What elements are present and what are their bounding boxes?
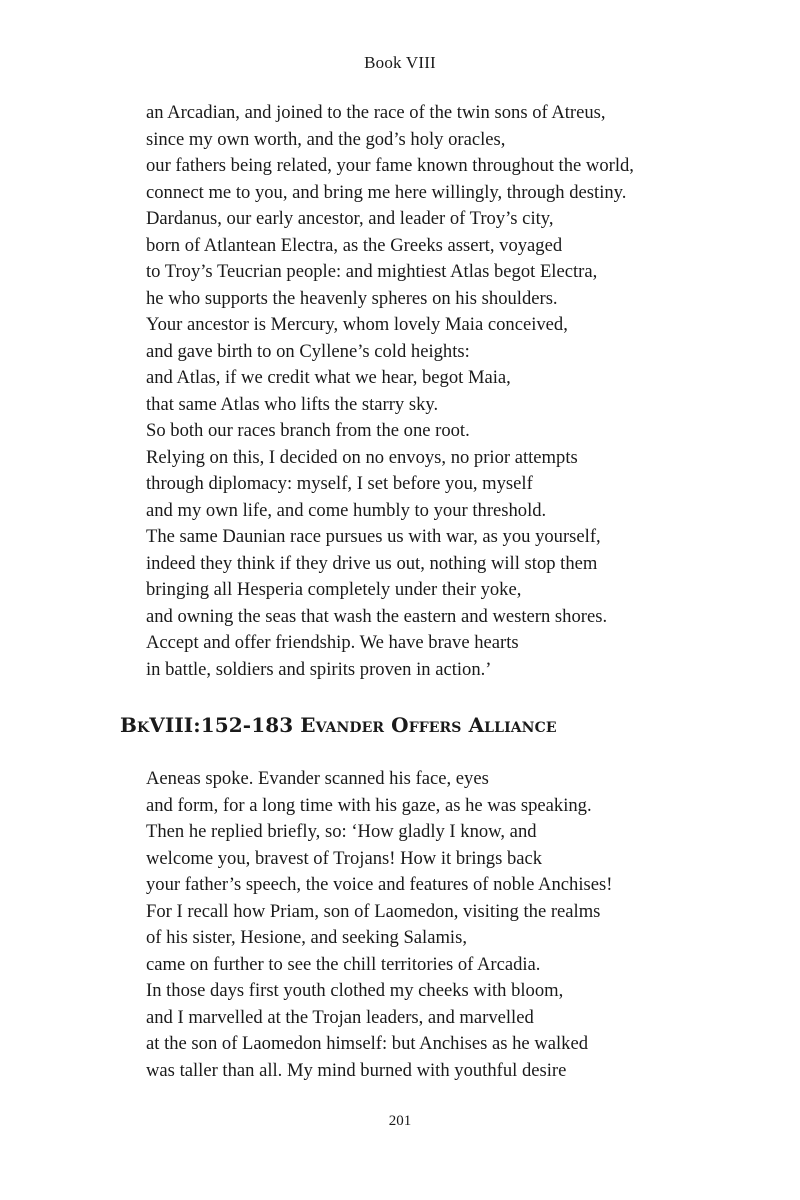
verse-line: at the son of Laomedon himself: but Anchises as he walked xyxy=(146,1033,589,1054)
verse-line: bringing all Hesperia completely under their yoke, xyxy=(146,579,522,600)
verse-line: and my own life, and come humbly to your threshold. xyxy=(146,499,547,521)
verse-line: your father’s speech, the voice and features of noble Anchises! xyxy=(146,874,613,895)
verse-line: and form, for a long time with his gaze, as he was speaking. xyxy=(146,794,592,816)
verse-line: indeed they think if they drive us out, nothing will stop them xyxy=(146,552,598,574)
verse-line: and gave birth to on Cyllene’s cold heights: xyxy=(146,340,470,362)
verse-line: For I recall how Priam, son of Laomedon, visiting the realms xyxy=(146,900,601,922)
verse-line: connect me to you, and bring me here willingly, through destiny. xyxy=(146,181,627,203)
verse-line: and Atlas, if we credit what we hear, begot Maia, xyxy=(146,367,511,388)
verse-line: Aeneas spoke. Evander scanned his face, eyes xyxy=(146,768,489,789)
verse-line: to Troy’s Teucrian people: and mightiest Atlas begot Electra, xyxy=(146,261,598,282)
verse-line: since my own worth, and the god’s holy oracles, xyxy=(146,128,506,150)
verse-line: So both our races branch from the one root. xyxy=(146,420,470,441)
verse-line: Relying on this, I decided on no envoys, no prior attempts xyxy=(146,446,578,468)
verse-line: born of Atlantean Electra, as the Greeks assert, voyaged xyxy=(146,234,563,256)
verse-line: Accept and offer friendship. We have brave hearts xyxy=(146,632,519,653)
verse-passage-2 xyxy=(146,766,612,1084)
verse-line: welcome you, bravest of Trojans! How it brings back xyxy=(146,847,543,869)
verse-line: and owning the seas that wash the eastern and western shores. xyxy=(146,605,608,627)
verse-passage-1 xyxy=(146,100,634,683)
verse-line: that same Atlas who lifts the starry sky. xyxy=(146,393,439,415)
verse-line: an Arcadian, and joined to the race of the twin sons of Atreus, xyxy=(146,102,606,123)
page-number: 201 xyxy=(388,1113,412,1129)
verse-line: was taller than all. My mind burned with youthful desire xyxy=(146,1059,567,1081)
verse-line: of his sister, Hesione, and seeking Salamis, xyxy=(146,927,467,948)
verse-line: and I marvelled at the Trojan leaders, and marvelled xyxy=(146,1006,534,1028)
verse-line: Then he replied briefly, so: ‘How gladly I know, and xyxy=(146,821,537,842)
section-heading: BkVIII:152-183 Evander Offers Alliance xyxy=(120,713,557,737)
verse-line: our fathers being related, your fame known throughout the world, xyxy=(146,155,634,176)
verse-line: The same Daunian race pursues us with war, as you yourself, xyxy=(146,526,601,547)
verse-line: In those days first youth clothed my cheeks with bloom, xyxy=(146,980,564,1001)
running-header: Book VIII xyxy=(364,53,436,72)
verse-line: Your ancestor is Mercury, whom lovely Maia conceived, xyxy=(146,314,568,335)
verse-line: Dardanus, our early ancestor, and leader of Troy’s city, xyxy=(146,208,554,229)
verse-line: in battle, soldiers and spirits proven in action.’ xyxy=(146,658,492,680)
verse-line: he who supports the heavenly spheres on his shoulders. xyxy=(146,287,558,309)
verse-line: came on further to see the chill territories of Arcadia. xyxy=(146,953,541,975)
verse-line: through diplomacy: myself, I set before you, myself xyxy=(146,473,533,494)
